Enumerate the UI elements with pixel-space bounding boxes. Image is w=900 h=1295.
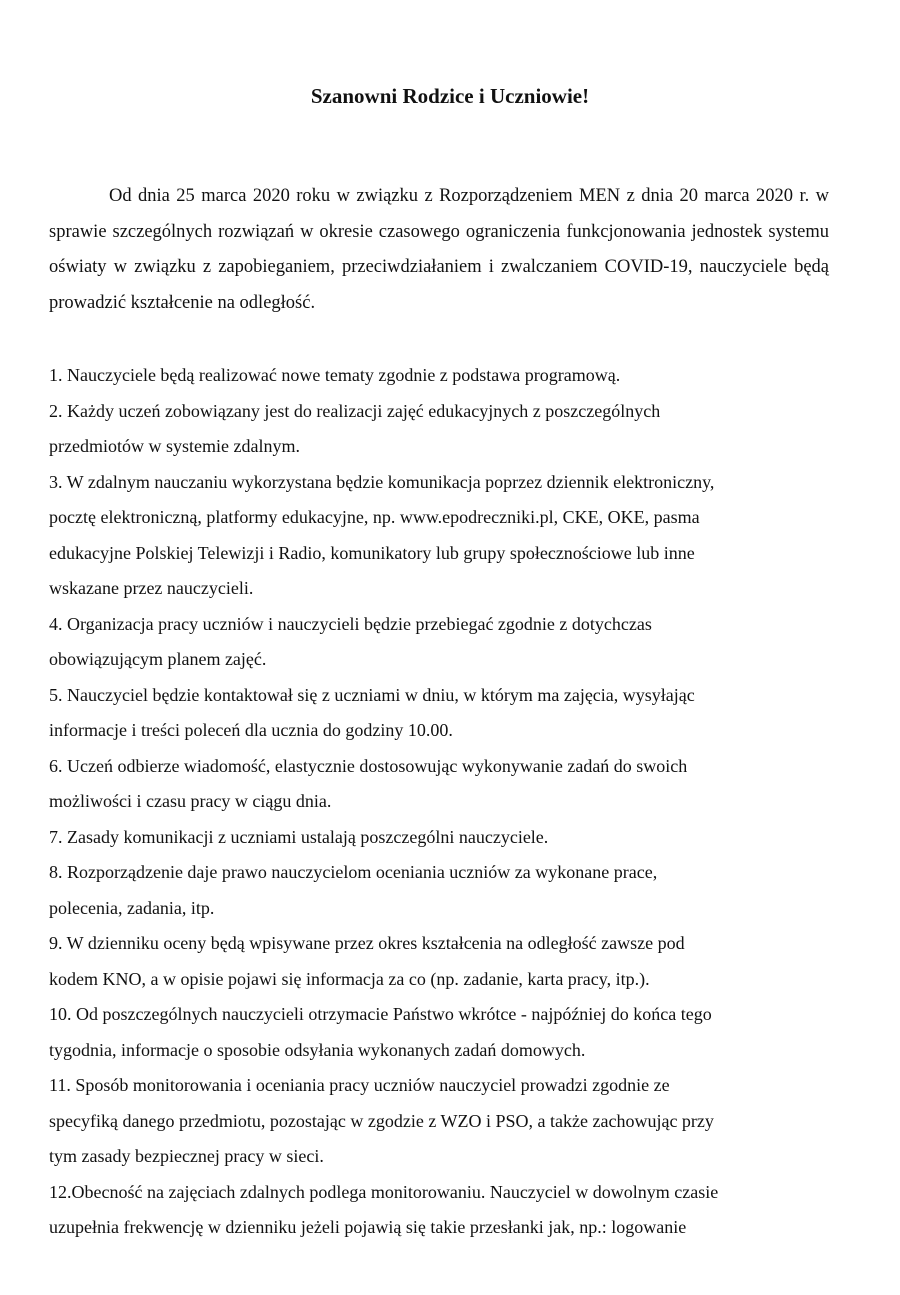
list-item: [49, 465, 839, 607]
list-item-line: 5. Nauczyciel będzie kontaktował się z uczniami w dniu, w którym ma zajęcia, wysyłając: [49, 684, 695, 705]
list-item-line: tym zasady bezpiecznej pracy w sieci.: [49, 1146, 324, 1166]
list-item: [49, 394, 839, 465]
list-item: [49, 358, 839, 394]
list-item-line: edukacyjne Polskiej Telewizji i Radio, komunikatory lub grupy społecznościowe lub inne: [49, 542, 695, 563]
list-item-line: 11. Sposób monitorowania i oceniania pracy uczniów nauczyciel prowadzi zgodnie ze: [49, 1075, 670, 1095]
intro-paragraph: Od dnia 25 marca 2020 roku w związku z Rozporządzeniem MEN z dnia 20 marca 2020 r. w sprawie szczególnych rozwiązań w okresie czasowego ograniczenia funkcjonowania jednostek systemu oświaty w związku z zapobieganiem, przeciwdziałaniem i zwalczaniem COVID-19, nauczyciele będą prowadzić kształcenie na odległość.: [49, 186, 829, 313]
list-item: [49, 678, 839, 749]
list-item: [49, 926, 839, 997]
list-item: [49, 820, 839, 856]
document-title: Szanowni Rodzice i Uczniowie!: [310, 84, 590, 108]
list-item-line: informacje i treści poleceń dla ucznia do godziny 10.00.: [49, 720, 453, 740]
list-item-line: 1. Nauczyciele będą realizować nowe tematy zgodnie z podstawa programową.: [49, 365, 621, 385]
list-item-line: tygodnia, informacje o sposobie odsyłania wykonanych zadań domowych.: [49, 1039, 586, 1060]
list-item-line: 7. Zasady komunikacji z uczniami ustalają poszczególni nauczyciele.: [49, 826, 549, 847]
list-item-line: przedmiotów w systemie zdalnym.: [49, 436, 300, 456]
numbered-list: [49, 358, 839, 1246]
list-item-line: kodem KNO, a w opisie pojawi się informacja za co (np. zadanie, karta pracy, itp.).: [49, 968, 650, 989]
list-item: [49, 607, 839, 678]
list-item-line: 3. W zdalnym nauczaniu wykorzystana będzie komunikacja poprzez dziennik elektroniczny,: [49, 471, 715, 492]
list-item-line: 2. Każdy uczeń zobowiązany jest do realizacji zajęć edukacyjnych z poszczególnych: [49, 400, 661, 421]
list-item: [49, 1175, 839, 1246]
list-item: [49, 1068, 839, 1175]
list-item-line: polecenia, zadania, itp.: [49, 897, 215, 918]
list-item: [49, 997, 839, 1068]
list-item-line: obowiązującym planem zajęć.: [49, 649, 267, 669]
list-item: [49, 749, 839, 820]
list-item-line: 6. Uczeń odbierze wiadomość, elastycznie dostosowując wykonywanie zadań do swoich: [49, 755, 688, 776]
list-item-line: wskazane przez nauczycieli.: [49, 578, 254, 598]
list-item-line: specyfiką danego przedmiotu, pozostając w zgodzie z WZO i PSO, a także zachowując przy: [49, 1110, 714, 1131]
list-item-line: 9. W dzienniku oceny będą wpisywane przez okres kształcenia na odległość zawsze pod: [49, 933, 685, 953]
list-item-line: 8. Rozporządzenie daje prawo nauczycielom oceniania uczniów za wykonane prace,: [49, 862, 658, 882]
list-item-line: 12.Obecność na zajęciach zdalnych podlega monitorowaniu. Nauczyciel w dowolnym czasie: [49, 1181, 719, 1202]
list-item-line: 10. Od poszczególnych nauczycieli otrzymacie Państwo wkrótce - najpóźniej do końca tego: [49, 1004, 712, 1024]
list-item-line: pocztę elektroniczną, platformy edukacyjne, np. www.epodreczniki.pl, CKE, OKE, pasma: [49, 507, 700, 527]
list-item-line: uzupełnia frekwencję w dzienniku jeżeli pojawią się takie przesłanki jak, np.: logowanie: [49, 1217, 687, 1237]
list-item: [49, 855, 839, 926]
list-item-line: 4. Organizacja pracy uczniów i nauczycieli będzie przebiegać zgodnie z dotychczas: [49, 613, 652, 634]
list-item-line: możliwości i czasu pracy w ciągu dnia.: [49, 791, 332, 811]
